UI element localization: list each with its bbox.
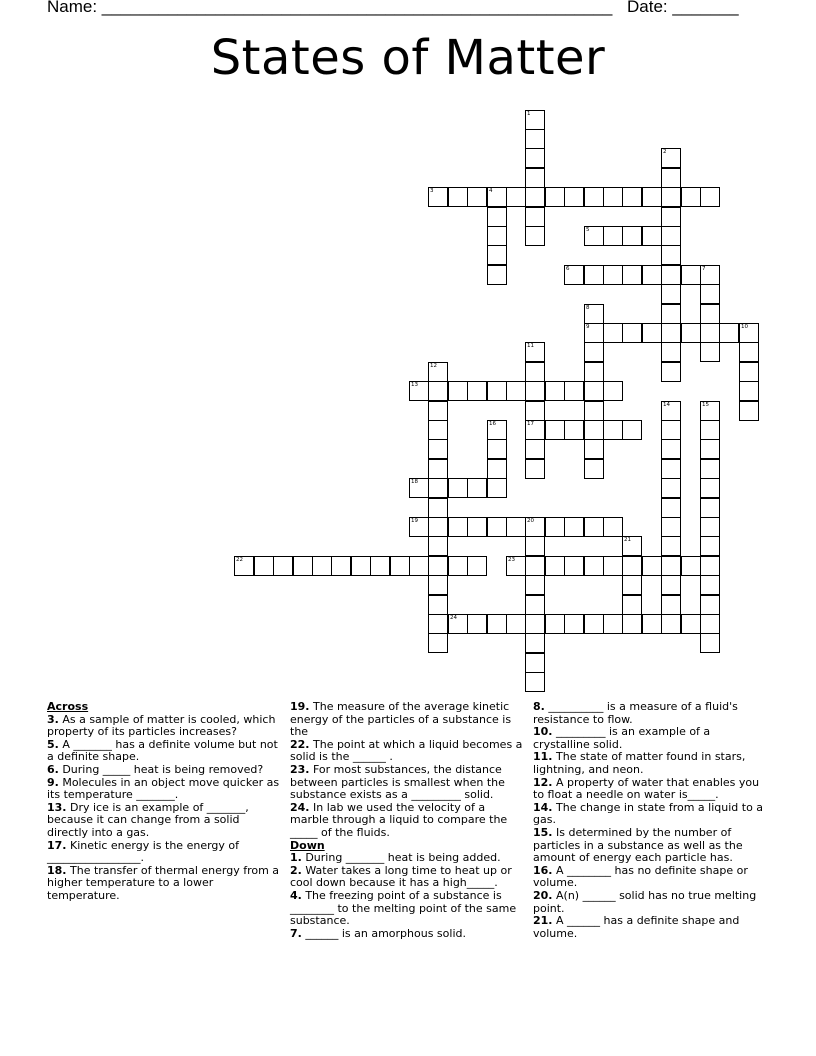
grid-cell[interactable] bbox=[603, 265, 623, 285]
clue-across-19 bbox=[290, 701, 524, 739]
clue-number: 2. bbox=[290, 863, 302, 877]
grid-cell[interactable] bbox=[409, 517, 429, 537]
grid-cell[interactable] bbox=[584, 614, 604, 634]
grid-cell[interactable] bbox=[622, 265, 642, 285]
clue-number-label: 17 bbox=[527, 421, 534, 427]
clue-down-12 bbox=[533, 777, 767, 802]
grid-cell[interactable] bbox=[428, 633, 448, 653]
clue-across-5 bbox=[47, 739, 281, 764]
clue-down-16 bbox=[533, 865, 767, 890]
grid-cell[interactable] bbox=[584, 323, 604, 343]
grid-cell[interactable] bbox=[700, 556, 720, 576]
clue-number: 5. bbox=[47, 737, 59, 751]
grid-cell[interactable] bbox=[661, 304, 681, 324]
grid-cell[interactable] bbox=[506, 517, 526, 537]
clue-number-label: 21 bbox=[624, 537, 631, 543]
grid-cell[interactable] bbox=[564, 517, 584, 537]
grid-cell[interactable] bbox=[428, 575, 448, 595]
clue-across-17 bbox=[47, 840, 281, 865]
grid-cell[interactable] bbox=[642, 556, 662, 576]
grid-cell[interactable] bbox=[428, 595, 448, 615]
clue-across-23 bbox=[290, 764, 524, 802]
grid-cell[interactable] bbox=[622, 323, 642, 343]
grid-cell[interactable] bbox=[642, 187, 662, 207]
grid-cell[interactable] bbox=[603, 323, 623, 343]
clue-text: The state of matter found in stars, lightning, and neon. bbox=[533, 750, 746, 776]
grid-cell[interactable] bbox=[487, 478, 507, 498]
grid-cell[interactable] bbox=[700, 575, 720, 595]
grid-cell[interactable] bbox=[487, 614, 507, 634]
clue-text: Molecules in an object move quicker as its temperature _______. bbox=[47, 775, 280, 802]
grid-cell[interactable] bbox=[700, 342, 720, 362]
grid-cell[interactable] bbox=[622, 226, 642, 246]
grid-cell[interactable] bbox=[642, 323, 662, 343]
clue-text: Kinetic energy is the energy of _________________. bbox=[47, 838, 240, 865]
grid-cell[interactable] bbox=[603, 614, 623, 634]
clue-across-9 bbox=[47, 777, 281, 802]
grid-cell[interactable] bbox=[525, 653, 545, 673]
clue-across-22 bbox=[290, 739, 524, 764]
clue-number-label: 14 bbox=[663, 402, 670, 408]
clue-down-8 bbox=[533, 701, 767, 726]
grid-cell[interactable] bbox=[487, 381, 507, 401]
grid-cell[interactable] bbox=[448, 556, 468, 576]
grid-cell[interactable] bbox=[525, 207, 545, 227]
clue-across-3 bbox=[47, 714, 281, 739]
grid-cell[interactable] bbox=[487, 420, 507, 440]
name-field-label: Name: ______________________________________________________ bbox=[47, 0, 613, 16]
clue-text: Dry ice is an example of _______, because it can change from a solid directly into a gas. bbox=[47, 800, 249, 839]
clue-number-label: 8 bbox=[586, 305, 590, 311]
grid-cell[interactable] bbox=[448, 381, 468, 401]
grid-cell[interactable] bbox=[428, 420, 448, 440]
clue-number-label: 2 bbox=[663, 149, 667, 155]
clue-number-label: 1 bbox=[527, 111, 531, 117]
grid-cell[interactable] bbox=[584, 556, 604, 576]
grid-cell[interactable] bbox=[661, 362, 681, 382]
grid-cell[interactable] bbox=[525, 187, 545, 207]
grid-cell[interactable] bbox=[525, 536, 545, 556]
grid-cell[interactable] bbox=[564, 265, 584, 285]
grid-cell[interactable] bbox=[487, 207, 507, 227]
grid-cell[interactable] bbox=[603, 187, 623, 207]
grid-cell[interactable] bbox=[525, 420, 545, 440]
grid-cell[interactable] bbox=[681, 323, 701, 343]
clue-number-label: 15 bbox=[702, 402, 709, 408]
grid-cell[interactable] bbox=[525, 517, 545, 537]
grid-cell[interactable] bbox=[622, 187, 642, 207]
grid-cell[interactable] bbox=[428, 614, 448, 634]
clue-number-label: 16 bbox=[489, 421, 496, 427]
clue-down-20 bbox=[533, 890, 767, 915]
grid-cell[interactable] bbox=[661, 575, 681, 595]
grid-cell[interactable] bbox=[487, 265, 507, 285]
grid-cell[interactable] bbox=[584, 187, 604, 207]
grid-cell[interactable] bbox=[428, 401, 448, 421]
grid-cell[interactable] bbox=[661, 459, 681, 479]
grid-cell[interactable] bbox=[487, 517, 507, 537]
clue-down-2 bbox=[290, 865, 524, 890]
clue-number: 11. bbox=[533, 750, 553, 764]
clue-number-label: 24 bbox=[450, 615, 457, 621]
grid-cell[interactable] bbox=[700, 517, 720, 537]
grid-cell[interactable] bbox=[603, 420, 623, 440]
grid-cell[interactable] bbox=[525, 362, 545, 382]
grid-cell[interactable] bbox=[506, 556, 526, 576]
clue-number: 24. bbox=[290, 800, 310, 814]
clue-across-18 bbox=[47, 865, 281, 903]
grid-cell[interactable] bbox=[739, 342, 759, 362]
grid-cell[interactable] bbox=[700, 459, 720, 479]
clue-down-4 bbox=[290, 890, 524, 928]
grid-cell[interactable] bbox=[739, 381, 759, 401]
clue-text: A ________ has no definite shape or volume. bbox=[533, 863, 748, 890]
clue-down-15 bbox=[533, 827, 767, 865]
grid-cell[interactable] bbox=[467, 517, 487, 537]
clue-text: The freezing point of a substance is ________ to the melting point of the same substance. bbox=[290, 888, 517, 928]
grid-cell[interactable] bbox=[428, 362, 448, 382]
grid-cell[interactable] bbox=[739, 362, 759, 382]
clue-number-label: 18 bbox=[411, 479, 418, 485]
grid-cell[interactable] bbox=[545, 614, 565, 634]
grid-cell[interactable] bbox=[506, 614, 526, 634]
grid-cell[interactable] bbox=[622, 536, 642, 556]
grid-cell[interactable] bbox=[409, 478, 429, 498]
grid-cell[interactable] bbox=[584, 401, 604, 421]
grid-cell[interactable] bbox=[661, 478, 681, 498]
grid-cell[interactable] bbox=[661, 556, 681, 576]
grid-cell[interactable] bbox=[545, 517, 565, 537]
grid-cell[interactable] bbox=[700, 498, 720, 518]
grid-cell[interactable] bbox=[661, 439, 681, 459]
grid-cell[interactable] bbox=[467, 556, 487, 576]
clue-number: 13. bbox=[47, 800, 67, 814]
grid-cell[interactable] bbox=[525, 129, 545, 149]
clue-number: 8. bbox=[533, 700, 545, 713]
grid-cell[interactable] bbox=[564, 187, 584, 207]
grid-cell[interactable] bbox=[409, 556, 429, 576]
clue-text: The change in state from a liquid to a gas. bbox=[533, 800, 764, 827]
clue-text: For most substances, the distance between particles is smallest when the substance exists as a _________ solid. bbox=[290, 762, 505, 802]
grid-cell[interactable] bbox=[700, 401, 720, 421]
grid-cell[interactable] bbox=[739, 323, 759, 343]
grid-cell[interactable] bbox=[584, 362, 604, 382]
clue-down-10 bbox=[533, 726, 767, 751]
grid-cell[interactable] bbox=[622, 575, 642, 595]
clue-number: 20. bbox=[533, 888, 553, 902]
grid-cell[interactable] bbox=[661, 148, 681, 168]
grid-cell[interactable] bbox=[448, 614, 468, 634]
clue-number: 17. bbox=[47, 838, 67, 852]
clue-text: As a sample of matter is cooled, which property of its particles increases? bbox=[47, 712, 276, 739]
grid-cell[interactable] bbox=[584, 226, 604, 246]
clue-number-label: 13 bbox=[411, 382, 418, 388]
grid-cell[interactable] bbox=[525, 633, 545, 653]
grid-cell[interactable] bbox=[545, 556, 565, 576]
clue-number-label: 10 bbox=[741, 324, 748, 330]
grid-cell[interactable] bbox=[622, 614, 642, 634]
grid-cell[interactable] bbox=[428, 381, 448, 401]
grid-cell[interactable] bbox=[700, 187, 720, 207]
clue-number: 7. bbox=[290, 926, 302, 940]
clue-number: 4. bbox=[290, 888, 302, 902]
grid-cell[interactable] bbox=[293, 556, 313, 576]
grid-cell[interactable] bbox=[661, 517, 681, 537]
grid-cell[interactable] bbox=[700, 265, 720, 285]
clue-text: A _______ has a definite volume but not a definite shape. bbox=[47, 737, 278, 764]
grid-cell[interactable] bbox=[700, 439, 720, 459]
clue-number-label: 20 bbox=[527, 518, 534, 524]
grid-cell[interactable] bbox=[700, 536, 720, 556]
grid-cell[interactable] bbox=[487, 187, 507, 207]
clue-text: _________ is an example of a crystalline solid. bbox=[533, 725, 711, 751]
grid-cell[interactable] bbox=[661, 245, 681, 265]
grid-cell[interactable] bbox=[700, 614, 720, 634]
grid-cell[interactable] bbox=[428, 478, 448, 498]
grid-cell[interactable] bbox=[545, 381, 565, 401]
clue-number: 10. bbox=[533, 725, 553, 739]
down-heading: Down bbox=[290, 838, 325, 852]
grid-cell[interactable] bbox=[661, 207, 681, 227]
grid-cell[interactable] bbox=[487, 439, 507, 459]
clue-number: 3. bbox=[47, 712, 59, 726]
grid-cell[interactable] bbox=[700, 304, 720, 324]
clue-number-label: 6 bbox=[566, 266, 570, 272]
grid-cell[interactable] bbox=[661, 284, 681, 304]
grid-cell[interactable] bbox=[351, 556, 371, 576]
grid-cell[interactable] bbox=[700, 284, 720, 304]
clue-column-2 bbox=[290, 701, 524, 940]
grid-cell[interactable] bbox=[370, 556, 390, 576]
grid-cell[interactable] bbox=[487, 245, 507, 265]
grid-cell[interactable] bbox=[409, 381, 429, 401]
grid-cell[interactable] bbox=[467, 478, 487, 498]
grid-cell[interactable] bbox=[681, 556, 701, 576]
grid-cell[interactable] bbox=[661, 168, 681, 188]
grid-cell[interactable] bbox=[525, 459, 545, 479]
grid-cell[interactable] bbox=[525, 110, 545, 130]
grid-cell[interactable] bbox=[254, 556, 274, 576]
clue-number: 21. bbox=[533, 914, 553, 928]
clue-number: 9. bbox=[47, 775, 59, 789]
clue-number-label: 19 bbox=[411, 518, 418, 524]
grid-cell[interactable] bbox=[448, 478, 468, 498]
grid-cell[interactable] bbox=[661, 226, 681, 246]
grid-cell[interactable] bbox=[700, 420, 720, 440]
grid-cell[interactable] bbox=[525, 168, 545, 188]
clue-down-7 bbox=[290, 928, 524, 941]
clue-text: The measure of the average kinetic energy of the particles of a substance is the bbox=[290, 700, 512, 739]
grid-cell[interactable] bbox=[564, 381, 584, 401]
clue-number-label: 7 bbox=[702, 266, 706, 272]
grid-cell[interactable] bbox=[428, 459, 448, 479]
clue-number-label: 4 bbox=[489, 188, 493, 194]
clue-text: A(n) ______ solid has no true melting point. bbox=[533, 888, 757, 915]
grid-cell[interactable] bbox=[545, 420, 565, 440]
clue-across-24 bbox=[290, 802, 524, 840]
grid-cell[interactable] bbox=[525, 381, 545, 401]
grid-cell[interactable] bbox=[545, 187, 565, 207]
clue-number-label: 9 bbox=[586, 324, 590, 330]
clue-number-label: 12 bbox=[430, 363, 437, 369]
clue-text: A ______ has a definite shape and volume. bbox=[533, 914, 740, 940]
clue-text: The point at which a liquid becomes a solid is the ______ . bbox=[290, 737, 523, 764]
grid-cell[interactable] bbox=[700, 633, 720, 653]
clue-number: 15. bbox=[533, 825, 553, 839]
clue-number-label: 22 bbox=[236, 557, 243, 563]
grid-cell[interactable] bbox=[661, 595, 681, 615]
clue-text: During _______ heat is being added. bbox=[301, 851, 501, 865]
grid-cell[interactable] bbox=[584, 459, 604, 479]
clue-text: A property of water that enables you to float a needle on water is_____. bbox=[533, 775, 760, 802]
grid-cell[interactable] bbox=[487, 459, 507, 479]
clue-number-label: 3 bbox=[430, 188, 434, 194]
grid-cell[interactable] bbox=[525, 575, 545, 595]
clue-number-label: 23 bbox=[508, 557, 515, 563]
grid-cell[interactable] bbox=[719, 323, 739, 343]
clue-column-3 bbox=[533, 701, 767, 940]
grid-cell[interactable] bbox=[487, 226, 507, 246]
grid-cell[interactable] bbox=[467, 381, 487, 401]
grid-cell[interactable] bbox=[681, 187, 701, 207]
grid-cell[interactable] bbox=[642, 226, 662, 246]
clue-number: 19. bbox=[290, 700, 310, 713]
grid-cell[interactable] bbox=[525, 595, 545, 615]
grid-cell[interactable] bbox=[525, 672, 545, 692]
clue-down-14 bbox=[533, 802, 767, 827]
grid-cell[interactable] bbox=[506, 381, 526, 401]
grid-cell[interactable] bbox=[564, 614, 584, 634]
grid-cell[interactable] bbox=[584, 342, 604, 362]
grid-cell[interactable] bbox=[448, 517, 468, 537]
grid-cell[interactable] bbox=[603, 517, 623, 537]
across-heading: Across bbox=[47, 700, 89, 713]
grid-cell[interactable] bbox=[428, 556, 448, 576]
clue-number: 18. bbox=[47, 863, 67, 877]
grid-cell[interactable] bbox=[622, 595, 642, 615]
grid-cell[interactable] bbox=[467, 614, 487, 634]
grid-cell[interactable] bbox=[584, 420, 604, 440]
clue-text: During _____ heat is being removed? bbox=[58, 762, 264, 776]
grid-cell[interactable] bbox=[525, 148, 545, 168]
clue-number-label: 11 bbox=[527, 343, 534, 349]
grid-cell[interactable] bbox=[428, 187, 448, 207]
grid-cell[interactable] bbox=[661, 420, 681, 440]
date-field-label: Date: _______ bbox=[627, 0, 739, 16]
clue-text: The transfer of thermal energy from a higher temperature to a lower temperature. bbox=[47, 863, 280, 902]
grid-cell[interactable] bbox=[525, 226, 545, 246]
grid-cell[interactable] bbox=[603, 556, 623, 576]
grid-cell[interactable] bbox=[622, 420, 642, 440]
grid-cell[interactable] bbox=[700, 323, 720, 343]
clue-number-label: 5 bbox=[586, 227, 590, 233]
grid-cell[interactable] bbox=[428, 439, 448, 459]
grid-cell[interactable] bbox=[661, 401, 681, 421]
grid-cell[interactable] bbox=[564, 420, 584, 440]
grid-cell[interactable] bbox=[428, 498, 448, 518]
grid-cell[interactable] bbox=[661, 536, 681, 556]
clue-number: 14. bbox=[533, 800, 553, 814]
clue-down-21 bbox=[533, 915, 767, 940]
clue-number: 23. bbox=[290, 762, 310, 776]
clue-text: ______ is an amorphous solid. bbox=[301, 926, 466, 940]
grid-cell[interactable] bbox=[700, 478, 720, 498]
grid-cell[interactable] bbox=[584, 304, 604, 324]
grid-cell[interactable] bbox=[661, 342, 681, 362]
clue-number: 22. bbox=[290, 737, 310, 751]
grid-cell[interactable] bbox=[681, 265, 701, 285]
clue-across-13 bbox=[47, 802, 281, 840]
clue-text: __________ is a measure of a fluid's resistance to flow. bbox=[533, 700, 738, 726]
grid-cell[interactable] bbox=[661, 323, 681, 343]
grid-cell[interactable] bbox=[467, 187, 487, 207]
grid-cell[interactable] bbox=[273, 556, 293, 576]
grid-cell[interactable] bbox=[525, 342, 545, 362]
grid-cell[interactable] bbox=[584, 517, 604, 537]
grid-cell[interactable] bbox=[525, 439, 545, 459]
grid-cell[interactable] bbox=[661, 187, 681, 207]
grid-cell[interactable] bbox=[428, 517, 448, 537]
clue-number: 1. bbox=[290, 851, 302, 865]
grid-cell[interactable] bbox=[506, 187, 526, 207]
grid-cell[interactable] bbox=[661, 498, 681, 518]
clue-text: Is determined by the number of particles in a substance as well as the amount of energy each particle has. bbox=[533, 825, 743, 865]
grid-cell[interactable] bbox=[681, 614, 701, 634]
grid-cell[interactable] bbox=[525, 614, 545, 634]
grid-cell[interactable] bbox=[700, 595, 720, 615]
grid-cell[interactable] bbox=[390, 556, 410, 576]
grid-cell[interactable] bbox=[584, 265, 604, 285]
grid-cell[interactable] bbox=[642, 265, 662, 285]
grid-cell[interactable] bbox=[331, 556, 351, 576]
grid-cell[interactable] bbox=[642, 614, 662, 634]
grid-cell[interactable] bbox=[525, 401, 545, 421]
grid-cell[interactable] bbox=[603, 226, 623, 246]
grid-cell[interactable] bbox=[448, 187, 468, 207]
clue-number: 12. bbox=[533, 775, 553, 789]
grid-cell[interactable] bbox=[584, 381, 604, 401]
grid-cell[interactable] bbox=[622, 556, 642, 576]
grid-cell[interactable] bbox=[234, 556, 254, 576]
clue-text: Water takes a long time to heat up or cool down because it has a high_____. bbox=[290, 863, 512, 890]
grid-cell[interactable] bbox=[661, 614, 681, 634]
clue-number: 6. bbox=[47, 762, 59, 776]
grid-cell[interactable] bbox=[661, 265, 681, 285]
clue-down-11 bbox=[533, 751, 767, 776]
clue-number: 16. bbox=[533, 863, 553, 877]
grid-cell[interactable] bbox=[428, 536, 448, 556]
grid-cell[interactable] bbox=[584, 439, 604, 459]
clue-column-1 bbox=[47, 701, 281, 903]
page-title: States of Matter bbox=[210, 30, 606, 86]
grid-cell[interactable] bbox=[312, 556, 332, 576]
grid-cell[interactable] bbox=[525, 556, 545, 576]
grid-cell[interactable] bbox=[564, 556, 584, 576]
clue-text: In lab we used the velocity of a marble through a liquid to compare the _____ of the fluids. bbox=[290, 800, 508, 839]
grid-cell[interactable] bbox=[603, 381, 623, 401]
grid-cell[interactable] bbox=[739, 401, 759, 421]
